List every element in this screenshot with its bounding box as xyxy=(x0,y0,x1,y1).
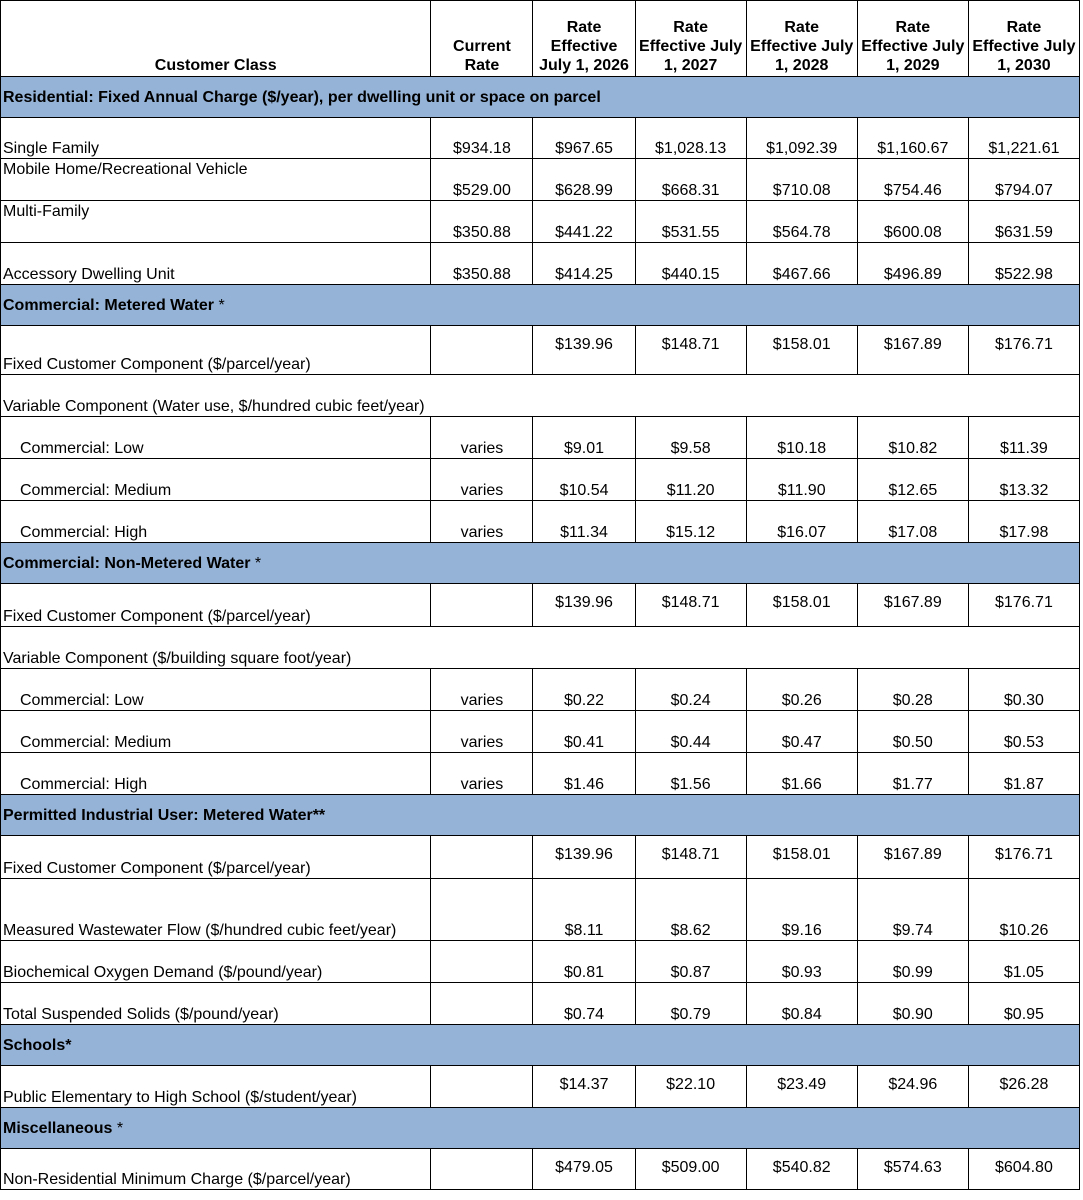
table-row xyxy=(1,201,1080,243)
rate-cell: $564.78 xyxy=(746,201,857,243)
current-rate-cell xyxy=(431,879,533,941)
table-row xyxy=(1,459,1080,501)
section-miscellaneous xyxy=(1,1108,1080,1149)
rate-cell: $11.90 xyxy=(746,459,857,501)
table-row xyxy=(1,753,1080,795)
row-label: Variable Component ($/building square foot/year) xyxy=(1,627,1080,669)
current-rate-cell: $934.18 xyxy=(431,118,533,159)
row-label: Fixed Customer Component ($/parcel/year) xyxy=(1,584,431,627)
rate-cell: $600.08 xyxy=(857,201,968,243)
row-label: Multi-Family xyxy=(1,201,431,243)
rate-cell: $631.59 xyxy=(968,201,1079,243)
rate-cell: $1.77 xyxy=(857,753,968,795)
current-rate-cell: $529.00 xyxy=(431,159,533,201)
rate-cell: $9.74 xyxy=(857,879,968,941)
rate-cell: $710.08 xyxy=(746,159,857,201)
rate-2026-header: Rate Effective July 1, 2026 xyxy=(533,1,635,77)
current-rate-cell: $350.88 xyxy=(431,201,533,243)
current-rate-cell xyxy=(431,326,533,375)
row-label: Accessory Dwelling Unit xyxy=(1,243,431,285)
section-title: Commercial: Metered Water * xyxy=(1,285,1080,326)
table-row xyxy=(1,326,1080,375)
rate-cell: $148.71 xyxy=(635,584,746,627)
rate-cell: $0.95 xyxy=(968,983,1079,1025)
row-label: Mobile Home/Recreational Vehicle xyxy=(1,159,431,201)
table-row xyxy=(1,627,1080,669)
table-row xyxy=(1,417,1080,459)
rate-cell: $0.50 xyxy=(857,711,968,753)
current-rate-cell xyxy=(431,983,533,1025)
rate-cell: $139.96 xyxy=(533,326,635,375)
rate-cell: $23.49 xyxy=(746,1066,857,1108)
table-row xyxy=(1,501,1080,543)
customer-class-header: Customer Class xyxy=(1,1,431,77)
rate-cell: $496.89 xyxy=(857,243,968,285)
rate-cell: $16.07 xyxy=(746,501,857,543)
current-rate-header: Current Rate xyxy=(431,1,533,77)
row-label: Measured Wastewater Flow ($/hundred cubic feet/year) xyxy=(1,879,431,941)
rate-cell: $414.25 xyxy=(533,243,635,285)
rate-cell: $0.74 xyxy=(533,983,635,1025)
rate-cell: $509.00 xyxy=(635,1149,746,1190)
current-rate-cell xyxy=(431,1066,533,1108)
rate-2027-header: Rate Effective July 1, 2027 xyxy=(635,1,746,77)
rate-cell: $26.28 xyxy=(968,1066,1079,1108)
row-label: Commercial: Low xyxy=(1,669,431,711)
rate-cell: $1,160.67 xyxy=(857,118,968,159)
rate-cell: $540.82 xyxy=(746,1149,857,1190)
rate-cell: $24.96 xyxy=(857,1066,968,1108)
rate-2030-header: Rate Effective July 1, 2030 xyxy=(968,1,1079,77)
rate-cell: $15.12 xyxy=(635,501,746,543)
rate-cell: $0.81 xyxy=(533,941,635,983)
table-row xyxy=(1,711,1080,753)
rate-cell: $11.39 xyxy=(968,417,1079,459)
rate-cell: $17.98 xyxy=(968,501,1079,543)
rate-cell: $0.44 xyxy=(635,711,746,753)
rate-cell: $1,221.61 xyxy=(968,118,1079,159)
current-rate-cell: $350.88 xyxy=(431,243,533,285)
section-title: Schools* xyxy=(1,1025,1080,1066)
row-label: Commercial: Medium xyxy=(1,459,431,501)
rate-cell: $0.53 xyxy=(968,711,1079,753)
rate-cell: $754.46 xyxy=(857,159,968,201)
row-label: Biochemical Oxygen Demand ($/pound/year) xyxy=(1,941,431,983)
rate-cell: $0.79 xyxy=(635,983,746,1025)
row-label: Commercial: High xyxy=(1,501,431,543)
rate-cell: $14.37 xyxy=(533,1066,635,1108)
table-row xyxy=(1,879,1080,941)
table-row xyxy=(1,159,1080,201)
rate-cell: $668.31 xyxy=(635,159,746,201)
rate-cell: $0.47 xyxy=(746,711,857,753)
rate-cell: $574.63 xyxy=(857,1149,968,1190)
rate-cell: $10.18 xyxy=(746,417,857,459)
table-row xyxy=(1,669,1080,711)
row-label: Non-Residential Minimum Charge ($/parcel/year) xyxy=(1,1149,431,1190)
section-commercial-metered xyxy=(1,285,1080,326)
section-title: Miscellaneous * xyxy=(1,1108,1080,1149)
rate-cell: $167.89 xyxy=(857,836,968,879)
row-label: Public Elementary to High School ($/student/year) xyxy=(1,1066,431,1108)
rate-2028-header: Rate Effective July 1, 2028 xyxy=(746,1,857,77)
rate-cell: $158.01 xyxy=(746,584,857,627)
rate-cell: $167.89 xyxy=(857,584,968,627)
table-row xyxy=(1,1066,1080,1108)
rate-cell: $0.93 xyxy=(746,941,857,983)
rate-cell: $522.98 xyxy=(968,243,1079,285)
table-header-row xyxy=(1,1,1080,77)
row-label: Total Suspended Solids ($/pound/year) xyxy=(1,983,431,1025)
rate-cell: $0.41 xyxy=(533,711,635,753)
rate-cell: $628.99 xyxy=(533,159,635,201)
table-row xyxy=(1,375,1080,417)
rate-cell: $467.66 xyxy=(746,243,857,285)
current-rate-cell: varies xyxy=(431,669,533,711)
rate-cell: $0.90 xyxy=(857,983,968,1025)
rate-cell: $176.71 xyxy=(968,584,1079,627)
current-rate-cell: varies xyxy=(431,501,533,543)
rate-cell: $8.11 xyxy=(533,879,635,941)
row-label: Fixed Customer Component ($/parcel/year) xyxy=(1,326,431,375)
rate-cell: $139.96 xyxy=(533,836,635,879)
rate-cell: $0.84 xyxy=(746,983,857,1025)
rate-cell: $158.01 xyxy=(746,326,857,375)
current-rate-cell xyxy=(431,584,533,627)
row-label: Fixed Customer Component ($/parcel/year) xyxy=(1,836,431,879)
rate-cell: $176.71 xyxy=(968,326,1079,375)
rate-cell: $967.65 xyxy=(533,118,635,159)
rate-cell: $1,028.13 xyxy=(635,118,746,159)
table-row xyxy=(1,118,1080,159)
rate-cell: $10.54 xyxy=(533,459,635,501)
rate-cell: $0.99 xyxy=(857,941,968,983)
rate-cell: $139.96 xyxy=(533,584,635,627)
rate-cell: $10.82 xyxy=(857,417,968,459)
rate-cell: $1.46 xyxy=(533,753,635,795)
rate-cell: $9.16 xyxy=(746,879,857,941)
current-rate-cell xyxy=(431,836,533,879)
table-row xyxy=(1,836,1080,879)
rate-cell: $1.66 xyxy=(746,753,857,795)
section-title: Commercial: Non-Metered Water * xyxy=(1,543,1080,584)
rate-cell: $17.08 xyxy=(857,501,968,543)
rate-cell: $0.28 xyxy=(857,669,968,711)
rate-cell: $479.05 xyxy=(533,1149,635,1190)
current-rate-cell: varies xyxy=(431,417,533,459)
rate-cell: $0.87 xyxy=(635,941,746,983)
section-schools xyxy=(1,1025,1080,1066)
rate-cell: $1.05 xyxy=(968,941,1079,983)
current-rate-cell xyxy=(431,1149,533,1190)
table-row xyxy=(1,243,1080,285)
rate-cell: $441.22 xyxy=(533,201,635,243)
rate-cell: $167.89 xyxy=(857,326,968,375)
rate-cell: $0.26 xyxy=(746,669,857,711)
section-industrial xyxy=(1,795,1080,836)
rate-cell: $0.24 xyxy=(635,669,746,711)
rate-cell: $8.62 xyxy=(635,879,746,941)
section-commercial-nonmetered xyxy=(1,543,1080,584)
rate-cell: $604.80 xyxy=(968,1149,1079,1190)
rate-cell: $148.71 xyxy=(635,326,746,375)
rate-cell: $158.01 xyxy=(746,836,857,879)
section-title: Residential: Fixed Annual Charge ($/year), per dwelling unit or space on parcel xyxy=(1,77,1080,118)
rate-cell: $12.65 xyxy=(857,459,968,501)
section-title: Permitted Industrial User: Metered Water** xyxy=(1,795,1080,836)
section-residential xyxy=(1,77,1080,118)
rate-cell: $0.30 xyxy=(968,669,1079,711)
rate-cell: $794.07 xyxy=(968,159,1079,201)
rate-cell: $148.71 xyxy=(635,836,746,879)
rate-cell: $22.10 xyxy=(635,1066,746,1108)
rate-cell: $176.71 xyxy=(968,836,1079,879)
rate-cell: $11.34 xyxy=(533,501,635,543)
rate-cell: $13.32 xyxy=(968,459,1079,501)
rate-cell: $11.20 xyxy=(635,459,746,501)
current-rate-cell xyxy=(431,941,533,983)
row-label: Commercial: High xyxy=(1,753,431,795)
rate-cell: $9.01 xyxy=(533,417,635,459)
row-label: Single Family xyxy=(1,118,431,159)
row-label: Commercial: Low xyxy=(1,417,431,459)
rate-2029-header: Rate Effective July 1, 2029 xyxy=(857,1,968,77)
current-rate-cell: varies xyxy=(431,753,533,795)
table-row xyxy=(1,941,1080,983)
row-label: Variable Component (Water use, $/hundred cubic feet/year) xyxy=(1,375,1080,417)
rate-cell: $531.55 xyxy=(635,201,746,243)
rate-cell: $0.22 xyxy=(533,669,635,711)
rate-cell: $1,092.39 xyxy=(746,118,857,159)
current-rate-cell: varies xyxy=(431,711,533,753)
rate-cell: $440.15 xyxy=(635,243,746,285)
row-label: Commercial: Medium xyxy=(1,711,431,753)
rate-cell: $10.26 xyxy=(968,879,1079,941)
rate-cell: $1.87 xyxy=(968,753,1079,795)
rate-cell: $1.56 xyxy=(635,753,746,795)
table-row xyxy=(1,983,1080,1025)
rate-cell: $9.58 xyxy=(635,417,746,459)
table-row xyxy=(1,1149,1080,1190)
current-rate-cell: varies xyxy=(431,459,533,501)
table-row xyxy=(1,584,1080,627)
